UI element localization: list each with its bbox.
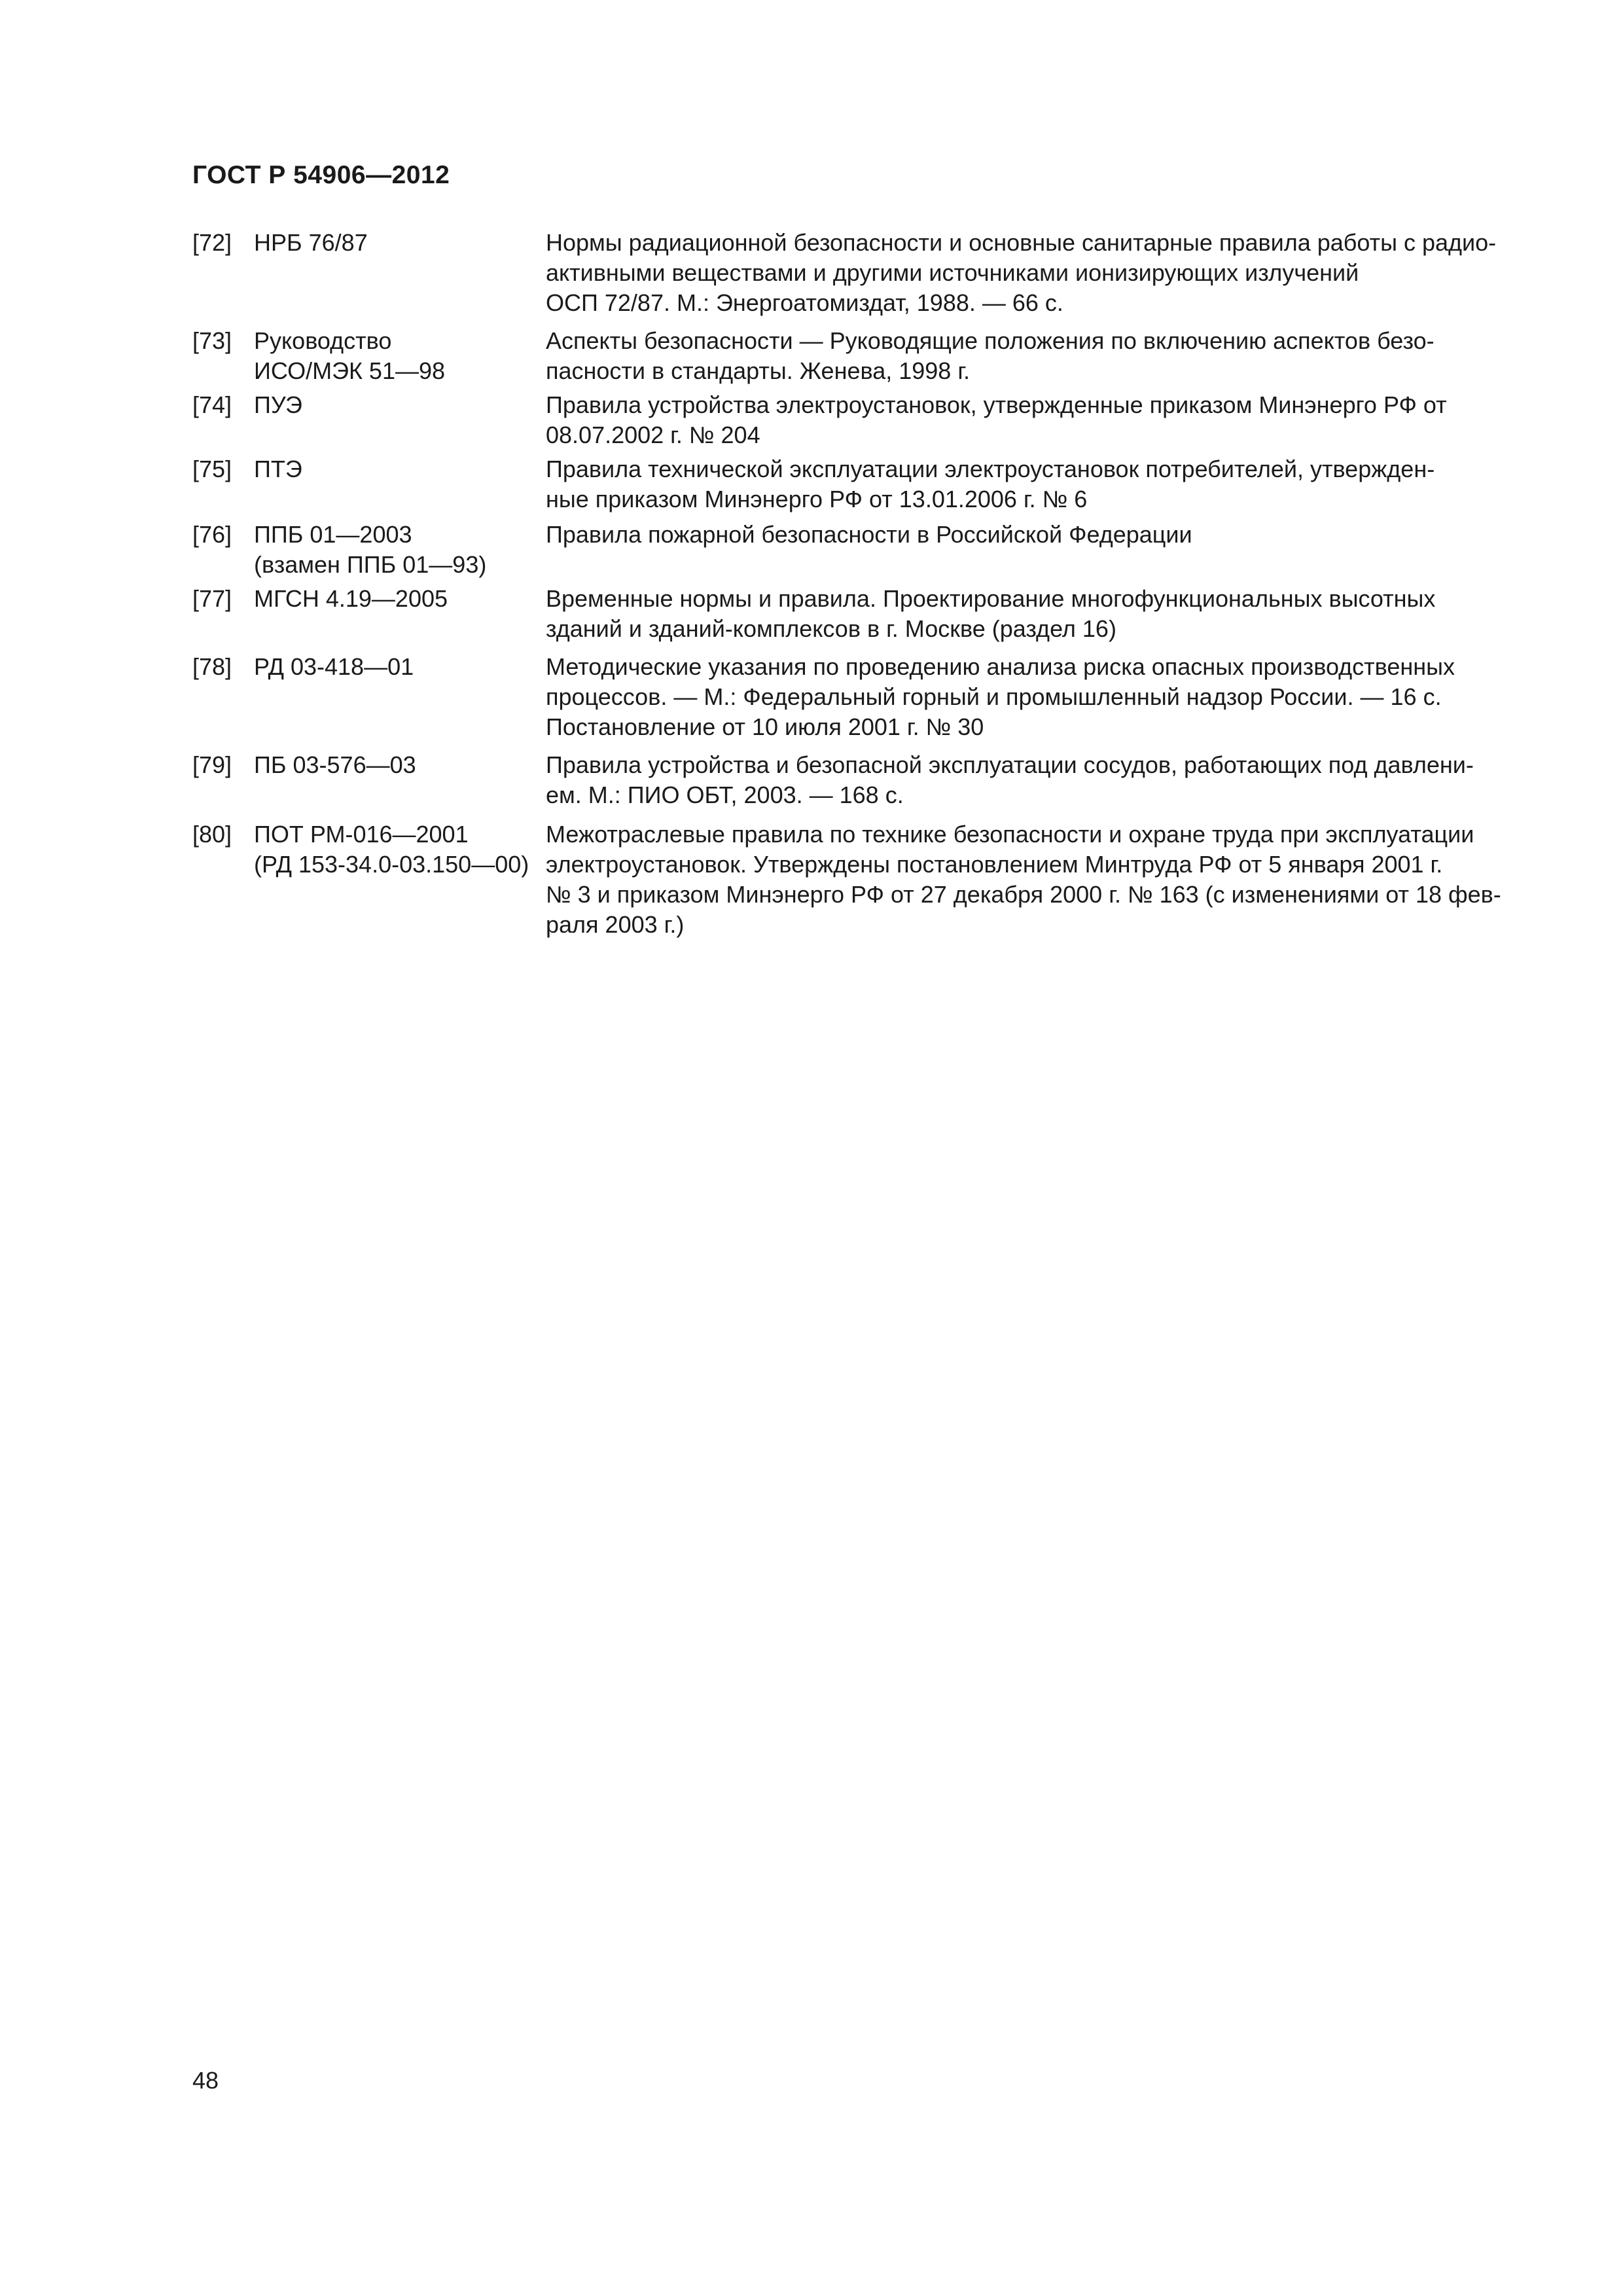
reference-description-line: № 3 и приказом Минэнерго РФ от 27 декабря 2000 г. № 163 (с изменениями от 18 фев- (546, 881, 1501, 908)
reference-entry (192, 390, 1529, 450)
reference-description (546, 326, 1529, 386)
reference-designation-line: (РД 153-34.0-03.150—00) (254, 851, 529, 878)
bibliography-list (192, 228, 1529, 940)
reference-entry (192, 652, 1529, 742)
reference-description-line: Временные нормы и правила. Проектирование многофункциональных высотных (546, 585, 1436, 612)
reference-description-line: 08.07.2002 г. № 204 (546, 422, 760, 448)
reference-description (546, 750, 1529, 810)
reference-description (546, 584, 1529, 644)
reference-number: [78] (192, 653, 232, 680)
reference-description-line: ем. М.: ПИО ОБТ, 2003. — 168 с. (546, 781, 904, 808)
reference-entry (192, 326, 1529, 386)
reference-description-line: Методические указания по проведению анализа риска опасных производственных (546, 653, 1455, 680)
reference-description-line: Нормы радиационной безопасности и основные санитарные правила работы с радио- (546, 229, 1497, 256)
reference-number: [76] (192, 521, 232, 548)
reference-description-line: Аспекты безопасности — Руководящие положения по включению аспектов безо- (546, 327, 1435, 354)
reference-designation (254, 520, 546, 580)
reference-designation-line: Руководство (254, 327, 392, 354)
reference-entry (192, 520, 1529, 580)
reference-number: [72] (192, 229, 232, 256)
reference-description-line: Правила устройства электроустановок, утвержденные приказом Минэнерго РФ от (546, 391, 1447, 418)
reference-description-line: активными веществами и другими источниками ионизирующих излучений (546, 259, 1359, 286)
reference-entry (192, 454, 1529, 514)
reference-designation (254, 390, 546, 420)
reference-description (546, 390, 1529, 450)
reference-description (546, 652, 1529, 742)
reference-description-line: Правила технической эксплуатации электроустановок потребителей, утвержден- (546, 456, 1435, 482)
reference-number: [77] (192, 585, 232, 612)
reference-number: [79] (192, 751, 232, 778)
reference-description-line: электроустановок. Утверждены постановлением Минтруда РФ от 5 января 2001 г. (546, 851, 1443, 878)
reference-entry (192, 584, 1529, 644)
reference-designation (254, 819, 546, 880)
reference-description-line: Межотраслевые правила по технике безопасности и охране труда при эксплуатации (546, 821, 1474, 848)
reference-designation (254, 652, 546, 682)
reference-designation-line: ИСО/МЭК 51—98 (254, 357, 446, 384)
reference-designation-line: ПТЭ (254, 456, 302, 482)
reference-designation (254, 584, 546, 614)
reference-description (546, 454, 1529, 514)
reference-description-line: ОСП 72/87. М.: Энергоатомиздат, 1988. — 66 с. (546, 289, 1063, 316)
reference-number: [74] (192, 391, 232, 418)
reference-description-line: процессов. — М.: Федеральный горный и промышленный надзор России. — 16 с. (546, 683, 1442, 710)
reference-designation-line: НРБ 76/87 (254, 229, 368, 256)
reference-entry (192, 228, 1529, 318)
reference-designation-line: (взамен ППБ 01—93) (254, 551, 487, 578)
page-number: 48 (192, 2067, 219, 2094)
reference-designation-line: ПОТ РМ-016—2001 (254, 821, 469, 848)
reference-designation (254, 750, 546, 780)
reference-description-line: Постановление от 10 июля 2001 г. № 30 (546, 713, 984, 740)
reference-number: [75] (192, 456, 232, 482)
reference-designation-line: ППБ 01—2003 (254, 521, 412, 548)
document-standard-header: ГОСТ Р 54906—2012 (192, 161, 450, 189)
reference-description (546, 520, 1529, 550)
reference-entry (192, 819, 1529, 940)
reference-entry (192, 750, 1529, 810)
reference-description-line: зданий и зданий-комплексов в г. Москве (раздел 16) (546, 615, 1116, 642)
reference-designation-line: ПУЭ (254, 391, 302, 418)
reference-designation-line: РД 03-418—01 (254, 653, 414, 680)
reference-designation (254, 326, 546, 386)
reference-description-line: пасности в стандарты. Женева, 1998 г. (546, 357, 971, 384)
reference-designation-line: ПБ 03-576—03 (254, 751, 416, 778)
reference-description (546, 819, 1529, 940)
reference-description-line: раля 2003 г.) (546, 911, 685, 938)
reference-description-line: Правила пожарной безопасности в Российской Федерации (546, 521, 1192, 548)
reference-number: [73] (192, 327, 232, 354)
reference-designation (254, 228, 546, 258)
reference-description-line: ные приказом Минэнерго РФ от 13.01.2006 г. № 6 (546, 486, 1088, 512)
reference-designation (254, 454, 546, 484)
reference-description-line: Правила устройства и безопасной эксплуатации сосудов, работающих под давлени- (546, 751, 1474, 778)
reference-number: [80] (192, 821, 232, 848)
reference-designation-line: МГСН 4.19—2005 (254, 585, 448, 612)
reference-description (546, 228, 1529, 318)
